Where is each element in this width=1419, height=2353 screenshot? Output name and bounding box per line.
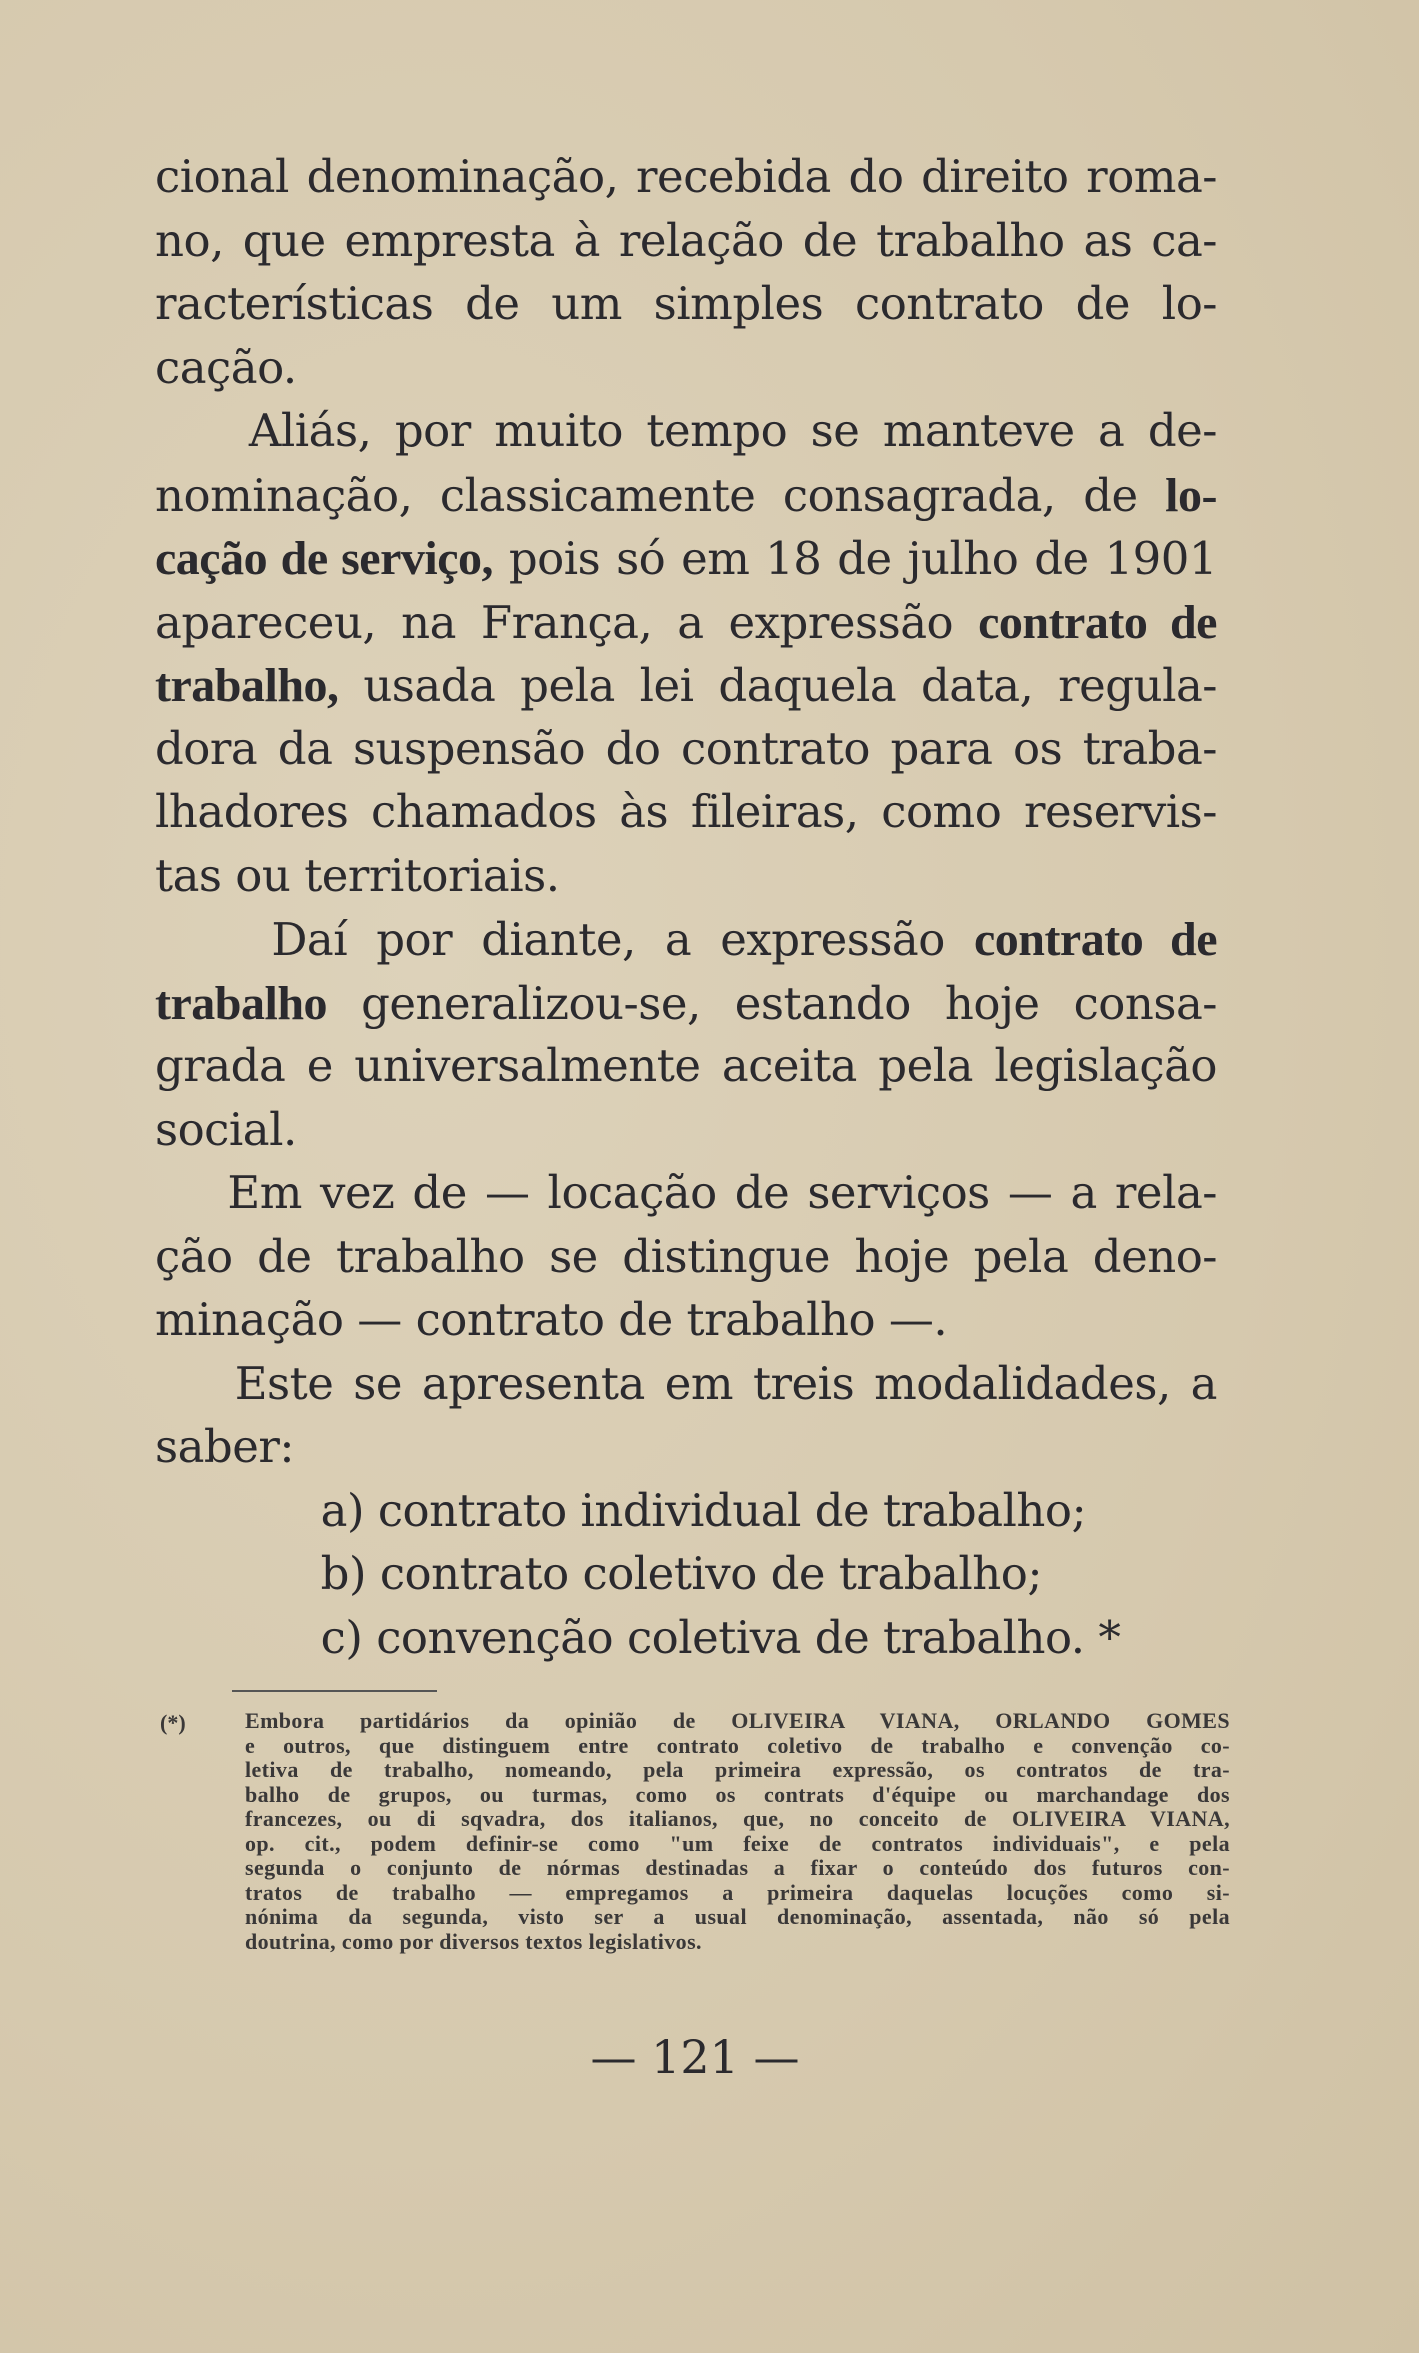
text-line (155, 150, 1217, 203)
text-line (155, 1166, 1217, 1219)
footnote-line (245, 1855, 1230, 1881)
text-segment: minação — contrato de trabalho —. (155, 1293, 948, 1346)
footnote-line (245, 1733, 1230, 1759)
text-segment: tratos de trabalho — empregamos a primeira daquelas locuções como si- (245, 1879, 1230, 1905)
text-segment: cional denominação, recebida do direito roma- (155, 150, 1217, 203)
text-segment: nomeando, pela primeira expressão, os contratos de tra- (473, 1757, 1230, 1782)
text-segment: racterísticas de um simples contrato de lo- (155, 277, 1217, 330)
text-segment: francezes, ou (245, 1806, 417, 1831)
text-segment: balho de grupos, ou turmas, como os (245, 1781, 764, 1807)
text-line (155, 1293, 1217, 1346)
text-segment: no, que empresta à relação de trabalho as ca- (155, 213, 1217, 267)
text-segment: lhadores chamados às fileiras, como reservis- (155, 785, 1217, 838)
text-segment: generalizou-se, estando hoje consa- (327, 976, 1217, 1030)
text-segment: Aliás, por muito tempo se manteve a de- (155, 404, 1217, 457)
bold-text: cação de serviço, (155, 532, 494, 585)
bold-text: trabalho (155, 976, 328, 1030)
text-line (155, 1484, 1217, 1537)
text-line (155, 912, 1217, 967)
text-line (155, 1611, 1217, 1664)
footnote-line (245, 1806, 1230, 1832)
text-segment: ou (956, 1781, 1037, 1807)
text-segment: social. (155, 1102, 297, 1156)
text-line (155, 1103, 1217, 1156)
text-line (155, 214, 1217, 267)
text-segment: nónima da segunda, visto ser a usual denominação, assentada, não só pela (245, 1904, 1230, 1929)
text-segment: usada pela lei daquela data, regula- (338, 659, 1217, 712)
text-segment: e outros, que distinguem entre (245, 1732, 657, 1758)
bold-text: trabalho, (155, 659, 339, 712)
text-segment: Embora partidários da opinião de OLIVEIRA VIANA, ORLANDO GOMES (245, 1708, 1230, 1733)
text-segment: segunda o conjunto de nórmas destinadas a fixar o conteúdo dos futuros con- (245, 1855, 1230, 1880)
text-line (155, 531, 1217, 586)
text-line (155, 1039, 1217, 1092)
text-segment: Daí por diante, a expressão (155, 913, 974, 966)
bold-text: marchandage (1036, 1781, 1169, 1807)
text-line (155, 976, 1217, 1031)
text-segment: cação. (155, 340, 297, 394)
bold-text: contrats d'équipe (764, 1781, 957, 1807)
text-segment: op. cit., podem definir-se como "um feixe de contratos individuais", e pela (245, 1830, 1230, 1856)
text-segment: tas ou territoriais. (155, 848, 560, 902)
footnote-line (245, 1929, 1230, 1955)
text-line (155, 1230, 1217, 1283)
text-line (155, 1547, 1217, 1600)
footnote-marker: (*) (160, 1710, 186, 1735)
text-line (155, 468, 1217, 523)
bold-text: contrato de (973, 913, 1217, 966)
text-segment: doutrina, como por diversos textos legislativos. (245, 1928, 702, 1954)
text-line (155, 595, 1217, 650)
text-segment: ção de trabalho se distingue hoje pela deno- (155, 1229, 1217, 1283)
text-segment: nominação, classicamente consagrada, de (155, 468, 1166, 522)
page-number: — 121 — (590, 2030, 800, 2084)
footnote-line (245, 1831, 1230, 1857)
text-segment: a) contrato individual de trabalho; (155, 1483, 1087, 1537)
text-segment: saber: (155, 1420, 295, 1473)
footnote-line (245, 1880, 1230, 1906)
text-line (155, 722, 1217, 775)
text-line (155, 404, 1217, 457)
bold-text: di sqvadra, (416, 1806, 546, 1831)
footnote-line (245, 1904, 1230, 1930)
text-line (155, 849, 1217, 902)
text-segment: Este se apresenta em treis modalidades, a (155, 1356, 1217, 1410)
bold-text: contrato de (978, 595, 1217, 649)
text-line (155, 658, 1217, 713)
text-segment: c) convenção coletiva de trabalho. * (155, 1610, 1121, 1664)
text-line (155, 341, 1217, 394)
footnote-line (245, 1782, 1230, 1808)
text-segment: pois só em 18 de julho de 1901 (493, 532, 1217, 585)
footnote-rule (232, 1690, 437, 1692)
text-segment: dora da suspensão do contrato para os traba- (155, 721, 1217, 775)
text-segment: grada e universalmente aceita pela legislação (155, 1039, 1217, 1092)
text-line (155, 785, 1217, 838)
bold-text: lo- (1165, 468, 1217, 522)
footnote-line (245, 1708, 1230, 1734)
text-segment: b) contrato coletivo de trabalho; (155, 1547, 1043, 1600)
bold-text: letiva de trabalho, (245, 1757, 474, 1782)
text-segment: dos italianos, que, no conceito de OLIVEIRA VIANA, (545, 1806, 1230, 1831)
bold-text: contrato coletivo de trabalho e convenção co- (656, 1732, 1230, 1758)
text-line (155, 1420, 1217, 1473)
text-line (155, 1357, 1217, 1410)
text-segment: apareceu, na França, a expressão (155, 595, 979, 649)
footnote-line (245, 1757, 1230, 1783)
text-segment: Em vez de — locação de serviços — a rela- (155, 1166, 1217, 1219)
text-segment: dos (1168, 1781, 1230, 1807)
text-line (155, 277, 1217, 330)
